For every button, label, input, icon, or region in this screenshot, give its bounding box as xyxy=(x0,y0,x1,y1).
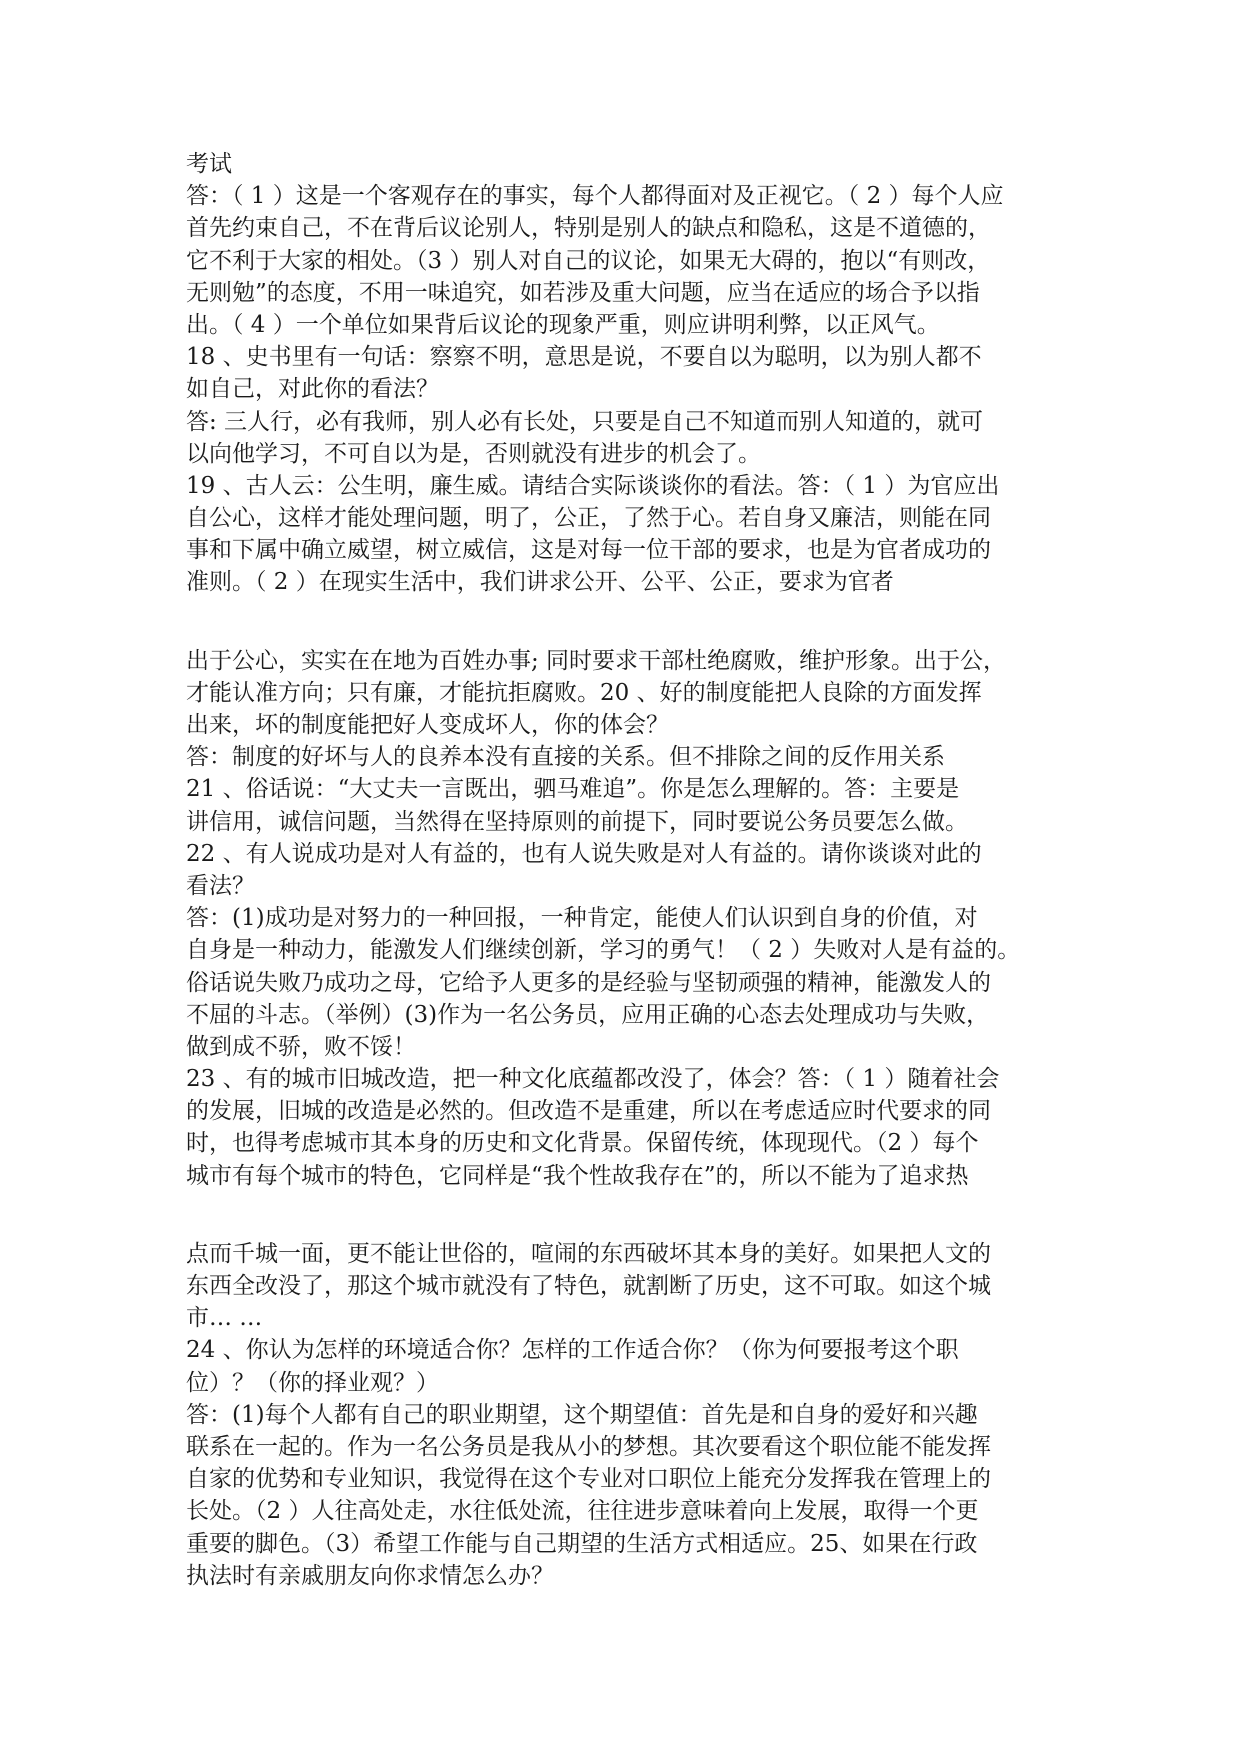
text-line: 东西全改没了，那这个城市就没有了特色，就割断了历史，这不可取。如这个城 xyxy=(186,1273,991,1299)
text-line: 俗话说失败乃成功之母，它给予人更多的是经验与坚韧顽强的精神，能激发人的 xyxy=(186,969,991,996)
text-block xyxy=(186,645,1076,1192)
text-line: 做到成不骄，败不馁！ xyxy=(186,1033,416,1060)
text-line: 城市有每个城市的特色，它同样是“我个性故我存在”的，所以不能为了追求热 xyxy=(186,1162,969,1189)
text-line: 出来，坏的制度能把好人变成坏人，你的体会？ xyxy=(186,712,669,738)
text-line: 无则勉”的态度，不用一味追究，如若涉及重大问题，应当在适应的场合予以指 xyxy=(186,279,980,306)
text-line: 答：(1)每个人都有自己的职业期望，这个期望值：首先是和自身的爱好和兴趣 xyxy=(186,1401,978,1428)
text-line: 出于公心，实实在在地为百姓办事; 同时要求干部杜绝腐败，维护形象。出于公， xyxy=(186,647,1007,674)
text-line: 19 、古人云：公生明，廉生威。请结合实际谈谈你的看法。答：（ 1 ）为官应出 xyxy=(186,472,1000,499)
text-line: 市… … xyxy=(186,1305,263,1332)
text-line: 位）？（你的择业观？） xyxy=(186,1369,439,1396)
text-line: 21 、俗话说：“大丈夫一言既出，驷马难追”。你是怎么理解的。答：主要是 xyxy=(186,776,960,803)
text-line: 它不利于大家的相处。（3 ）别人对自己的议论，如果无大碍的，抱以“有则改， xyxy=(186,247,991,274)
text-line: 23 、有的城市旧城改造，把一种文化底蕴都改没了，体会？答：（ 1 ）随着社会 xyxy=(186,1066,1000,1093)
block-gap xyxy=(186,1192,1076,1238)
text-line: 才能认准方向；只有廉，才能抗拒腐败。20 、好的制度能把人良除的方面发挥 xyxy=(186,679,982,706)
text-line: 答: 三人行，必有我师，别人必有长处，只要是自己不知道而别人知道的，就可 xyxy=(186,408,984,435)
text-line: 事和下属中确立威望，树立威信，这是对每一位干部的要求，也是为官者成功的 xyxy=(186,537,991,564)
text-line: 不屈的斗志。（举例）(3)作为一名公务员，应用正确的心态去处理成功与失败， xyxy=(186,1001,990,1028)
text-line: 以向他学习，不可自以为是，否则就没有进步的机会了。 xyxy=(186,440,761,467)
text-line: 重要的脚色。（3）希望工作能与自己期望的生活方式相适应。25、如果在行政 xyxy=(186,1530,978,1557)
text-line: 答：（ 1 ）这是一个客观存在的事实，每个人都得面对及正视它。（ 2 ）每个人应 xyxy=(186,183,1004,210)
text-line: 自公心，这样才能处理问题，明了，公正，了然于心。若自身又廉洁，则能在同 xyxy=(186,505,991,532)
text-line: 准则。（ 2 ）在现实生活中，我们讲求公开、公平、公正，要求为官者 xyxy=(186,569,894,596)
text-line: 首先约束自己，不在背后议论别人，特别是别人的缺点和隐私，这是不道德的， xyxy=(186,215,991,242)
document-body xyxy=(186,148,1076,1592)
text-line: 22 、有人说成功是对人有益的，也有人说失败是对人有益的。请你谈谈对此的 xyxy=(186,840,982,867)
text-line: 自家的优势和专业知识，我觉得在这个专业对口职位上能充分发挥我在管理上的 xyxy=(186,1466,991,1493)
text-line: 时，也得考虑城市其本身的历史和文化背景。保留传统，体现现代。（2 ）每个 xyxy=(186,1130,979,1157)
text-line: 自身是一种动力，能激发人们继续创新，学习的勇气！（ 2 ）失败对人是有益的。 xyxy=(186,937,1021,964)
text-line: 讲信用，诚信问题，当然得在坚持原则的前提下，同时要说公务员要怎么做。 xyxy=(186,808,968,835)
text-line: 24 、你认为怎样的环境适合你？怎样的工作适合你？（你为何要报考这个职 xyxy=(186,1337,959,1364)
text-line: 答：制度的好坏与人的良养本没有直接的关系。但不排除之间的反作用关系 xyxy=(186,744,945,771)
block-gap xyxy=(186,599,1076,645)
text-line: 联系在一起的。作为一名公务员是我从小的梦想。其次要看这个职位能不能发挥 xyxy=(186,1433,991,1460)
text-line: 考试 xyxy=(186,151,232,177)
text-line: 出。（ 4 ）一个单位如果背后议论的现象严重，则应讲明利弊，以正风气。 xyxy=(186,311,940,338)
text-line: 的发展，旧城的改造是必然的。但改造不是重建，所以在考虑适应时代要求的同 xyxy=(186,1098,991,1125)
text-line: 点而千城一面，更不能让世俗的，喧闹的东西破坏其本身的美好。如果把人文的 xyxy=(186,1240,991,1267)
text-line: 18 、史书里有一句话：察察不明，意思是说，不要自以为聪明，以为别人都不 xyxy=(186,344,982,371)
text-line: 答：(1)成功是对努力的一种回报，一种肯定，能使人们认识到自身的价值，对 xyxy=(186,905,978,932)
text-block xyxy=(186,1238,1076,1592)
text-block xyxy=(186,148,1076,599)
text-line: 执法时有亲戚朋友向你求情怎么办？ xyxy=(186,1562,554,1589)
text-line: 看法？ xyxy=(186,872,255,899)
text-line: 如自己，对此你的看法？ xyxy=(186,376,439,403)
text-line: 长处。（2 ）人往高处走，水往低处流，往往进步意味着向上发展，取得一个更 xyxy=(186,1498,979,1525)
